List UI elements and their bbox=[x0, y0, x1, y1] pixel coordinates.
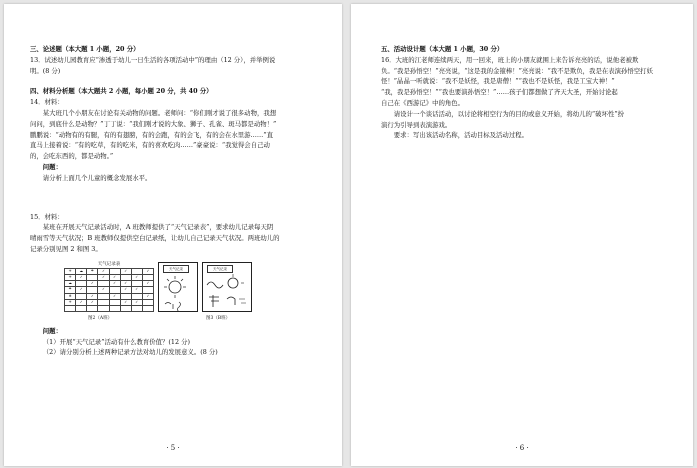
page-5-content bbox=[30, 44, 320, 358]
question-16-task-line: 请设计一个谈话活动，以讨论将相空行为的目的或意义开始，将幼儿的“破坏性”扮 bbox=[393, 109, 625, 118]
weather-drawing-figure-a bbox=[158, 262, 198, 312]
question-16-line: 自己在《西游记》中的角色。 bbox=[381, 98, 465, 107]
question-16-requirement: 要求：写出该活动名称，活动目标及活动过程。 bbox=[393, 131, 528, 140]
weather-drawing-icon bbox=[203, 271, 251, 311]
figure-3-label: 天气记录 bbox=[207, 265, 233, 273]
question-16-line: “我，我是孙悟空！”“我也要演孙悟空！”……孩子们都想做了齐天大圣，开始讨论起 bbox=[381, 88, 618, 97]
figure-2-label: 天气记录 bbox=[163, 265, 189, 273]
page-number: · 5 · bbox=[166, 444, 180, 452]
section-5-title: 五、活动设计题（本大题 1 小题，30 分） bbox=[381, 45, 504, 53]
question-15-question-label: 问题： bbox=[42, 326, 62, 335]
question-15-subquestion-1: （1）开展“天气记录”活动有什么教育价值？(12 分) bbox=[42, 337, 190, 346]
weather-record-table: ☀ ☁ ☂ ✓ ✓ ✓ ☀ ✓ ✓ ✓ ✓ ☁ ✓ ✓ ✓ ✓ ☂ ✓ ✓ ✓ ✓ ❄ ✓ ✓ ✓ ☀ ✓ ✓ ✓ ✓ bbox=[64, 268, 154, 312]
question-16-line: 怪！”晶晶一听就说：“我不是妖怪，我是唐僧！”“我也不是妖怪，我是工宝大神！” bbox=[381, 77, 615, 86]
question-14-material-line: 问问，到底什么是动物？”丁丁说：“我们刚才说的大象、狮子、孔雀、斑马都是动物！” bbox=[30, 119, 277, 128]
question-14-material-line: 的，会吃东西的，都是动物。” bbox=[30, 152, 114, 161]
page-number: · 6 · bbox=[515, 444, 529, 452]
page-6 bbox=[351, 4, 693, 466]
question-16-task-line: 演行为引导到表演游戏。 bbox=[381, 120, 452, 129]
question-14-material-line: 鹏鹏说：“动物有的有腿，有的有翅膀，有的会跑，有的会飞，有的会在水里游……”直 bbox=[30, 130, 273, 139]
question-16-line: 16．大班的江老师连续两天，用一回来，班上的小朋友就围上来告诉亮亮的话，说他老被欺 bbox=[381, 55, 639, 64]
question-14-material-line: 某大班几个小朋友在讨论有关动物的问题。老师问：“你们刚才说了很多动物，我想 bbox=[42, 108, 277, 117]
question-14-question: 请分析上面几个儿童的概念发展水平。 bbox=[42, 173, 152, 182]
figure-2-caption: 图2（A班） bbox=[88, 315, 113, 321]
question-15-material-line: 晴雨雪等天气状况；B 班教师仅提供空白记录纸，让幼儿自己记录天气状况。两班幼儿的 bbox=[30, 234, 280, 243]
section-3-title: 三、论述题（本大题 1 小题，20 分） bbox=[30, 45, 140, 53]
question-16-line: 负。“我是孙悟空！”亮亮说，“这是我的金箍棒！”亮亮说：“我不是欺负，我是在表演孙悟空打妖 bbox=[381, 66, 653, 75]
page-6-content bbox=[381, 44, 669, 141]
figure-1-title: 天气记录表 bbox=[97, 261, 121, 267]
page-5 bbox=[4, 4, 342, 466]
question-14-question-label: 问题： bbox=[42, 162, 62, 171]
question-14-material-line: 直马上接着说：“有的吃草，有的吃米，有的喜欢吃肉……”豪豪说：“我觉得会自己动 bbox=[30, 141, 270, 150]
question-13-line-2: 明。(8 分) bbox=[30, 66, 61, 75]
sun-drawing-icon bbox=[159, 271, 197, 311]
weather-record-table-figure bbox=[64, 262, 154, 314]
weather-drawing-figure-b bbox=[202, 262, 252, 312]
figure-3-caption: 图3（B班） bbox=[206, 315, 231, 321]
question-13-line-1: 13．试述幼儿园教育应“渗透于幼儿一日生活的各项活动中”的理由（12 分），并举例说 bbox=[30, 55, 276, 64]
question-15-label: 15．材料： bbox=[30, 212, 64, 221]
figures bbox=[30, 258, 320, 324]
question-15-material-line: 记录分别见图 2 和图 3。 bbox=[30, 244, 102, 253]
question-15-subquestion-2: （2）请分别分析上述两种记录方法对幼儿的发展意义。(8 分) bbox=[42, 348, 218, 357]
question-15-material-line: 某班在开展天气记录活动时，A 班教师提供了“天气记录表”，要求幼儿记录每天阴 bbox=[42, 223, 274, 232]
section-4-title: 四、材料分析题（本大题共 2 小题，每小题 20 分，共 40 分） bbox=[30, 87, 213, 96]
question-14-label: 14．材料： bbox=[30, 98, 64, 107]
